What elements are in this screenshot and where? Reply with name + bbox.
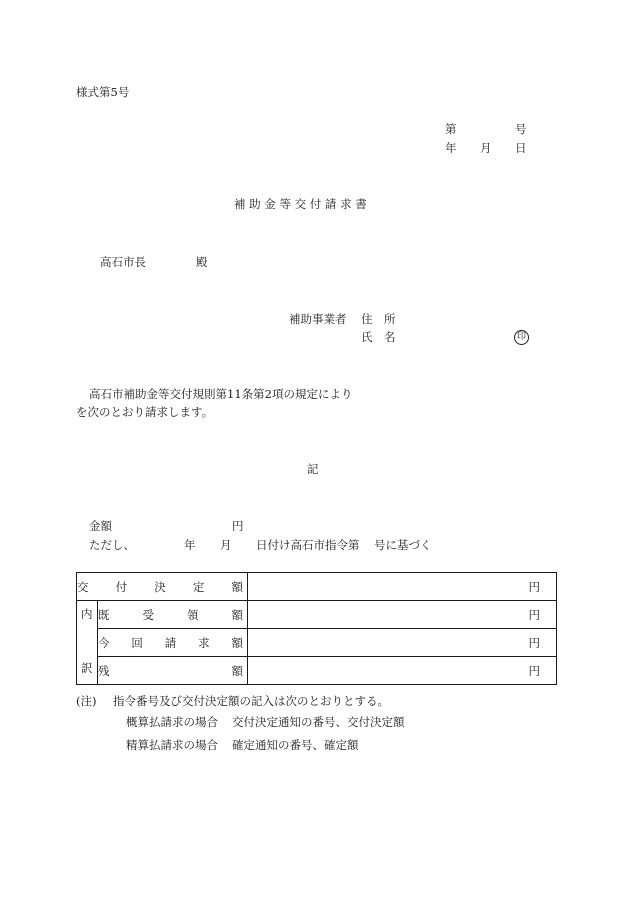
label-char: 残 [98, 663, 110, 678]
label-char: 額 [231, 663, 243, 678]
label-char: 額 [231, 607, 243, 622]
row-label-kiju-ryo [98, 601, 248, 629]
addressee-name: 高石市長 [100, 255, 146, 269]
label-char: 交 [77, 579, 89, 594]
header-day: 日 [515, 141, 527, 155]
notes-line-2-case: 概算払請求の場合 [126, 715, 218, 729]
notes-line-3-detail: 確定通知の番号、確定額 [232, 738, 359, 752]
label-char: 求 [198, 635, 210, 650]
header-month: 月 [480, 141, 492, 155]
seal-mark-icon: 印 [514, 330, 529, 345]
table-row [77, 573, 557, 601]
form-number: 様式第5号 [76, 85, 130, 99]
ki-heading: 記 [307, 462, 319, 476]
notes-line-3-case: 精算払請求の場合 [126, 738, 218, 752]
applicant-label: 補助事業者 [289, 312, 347, 326]
label-char: 定 [192, 579, 205, 594]
uchiwake-cell [77, 601, 98, 685]
kofu-kettei-value-cell [248, 573, 557, 601]
amount-unit: 円 [232, 519, 244, 533]
header-dai: 第 [445, 122, 457, 136]
kiju-ryo-value-cell [248, 601, 557, 629]
label-char: 今 [98, 635, 110, 650]
label-char: 付 [115, 579, 128, 594]
table-row [77, 657, 557, 685]
notes-prefix: (注) [76, 694, 97, 708]
table-row [77, 601, 557, 629]
table-row [77, 629, 557, 657]
tadashi-month: 月 [220, 538, 232, 552]
document-title: 補 助 金 等 交 付 請 求 書 [234, 197, 367, 211]
amount-label: 金額 [89, 519, 112, 533]
addressee-honorific: 殿 [196, 255, 208, 269]
header-go: 号 [515, 122, 527, 136]
name-label: 氏 名 [361, 330, 396, 344]
tadashi-go: 号に基づく [374, 538, 432, 552]
label-char: 請 [164, 635, 177, 650]
wake-label: 訳 [81, 661, 93, 675]
notes-line-2-detail: 交付決定通知の番号、交付決定額 [232, 715, 405, 729]
header-year: 年 [445, 141, 457, 155]
row-label-kofu-kettei [77, 573, 248, 601]
label-char: 額 [231, 579, 243, 594]
konkai-seikyu-value-cell [248, 629, 557, 657]
body-line-2: を次のとおり請求します。 [76, 405, 214, 419]
label-char: 既 [98, 607, 110, 622]
breakdown-table [76, 572, 557, 685]
yen-unit: 円 [528, 579, 540, 594]
notes-line-1: 指令番号及び交付決定額の記入は次のとおりとする。 [113, 694, 389, 708]
label-char: 決 [154, 579, 166, 594]
body-line-1: 高石市補助金等交付規則第11条第2項の規定により [89, 387, 353, 401]
label-char: 額 [231, 635, 243, 650]
row-label-zangaku [98, 657, 248, 685]
label-char: 受 [142, 607, 154, 622]
tadashi-suffix: 日付け高石市指令第 [256, 538, 360, 552]
address-label: 住 所 [361, 312, 396, 326]
yen-unit: 円 [528, 635, 540, 650]
tadashi-prefix: ただし、 [89, 538, 135, 552]
zangaku-value-cell [248, 657, 557, 685]
yen-unit: 円 [528, 607, 540, 622]
label-char: 領 [187, 607, 199, 622]
uchi-label: 内 [81, 607, 93, 621]
yen-unit: 円 [528, 663, 540, 678]
label-char: 回 [131, 635, 143, 650]
row-label-konkai-seikyu [98, 629, 248, 657]
tadashi-year: 年 [184, 538, 196, 552]
